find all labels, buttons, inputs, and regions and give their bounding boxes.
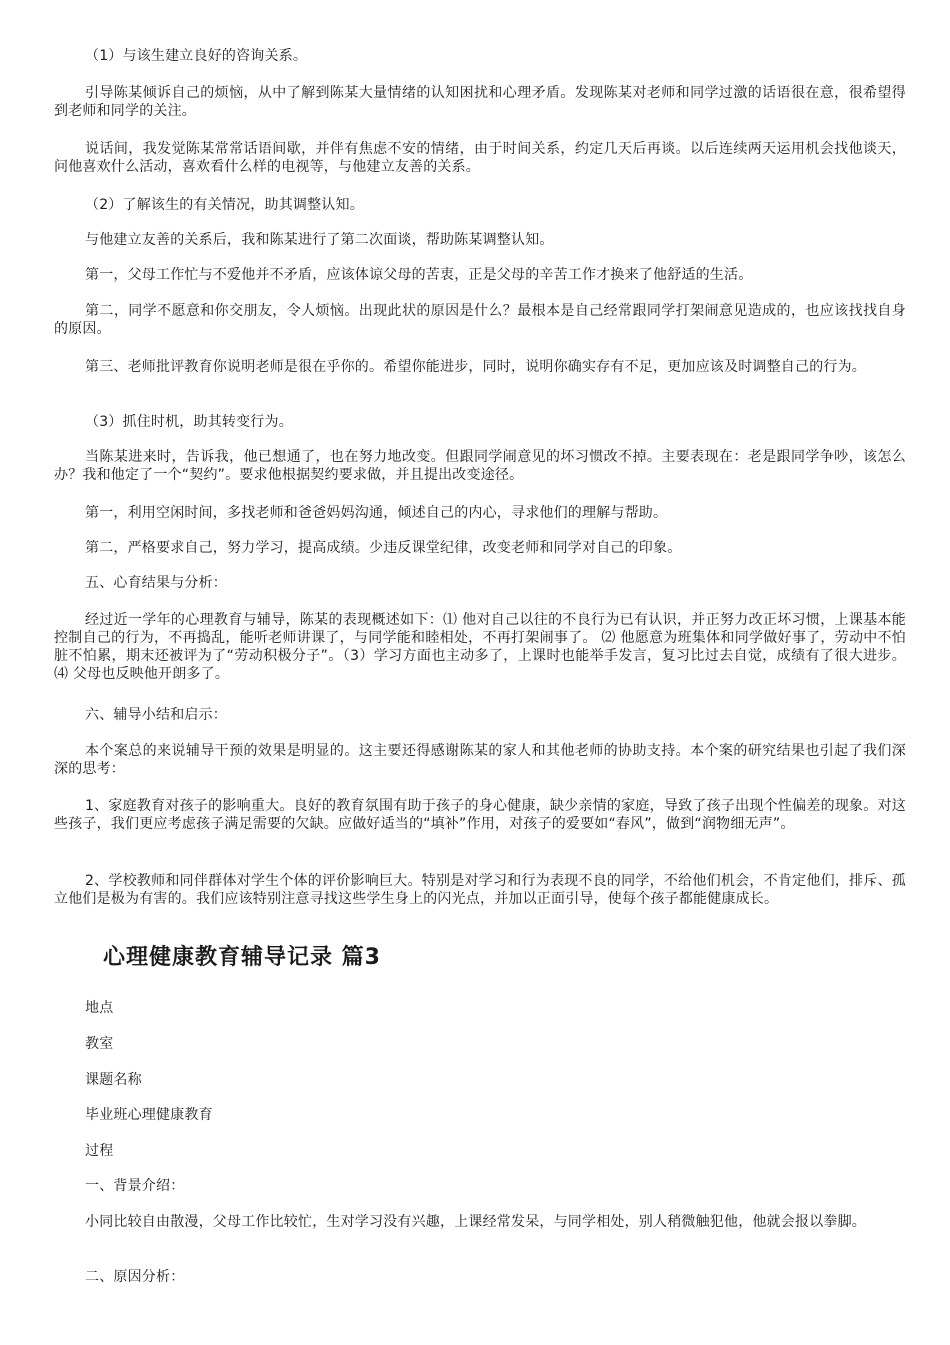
paragraph: （2）了解该生的有关情况，助其调整认知。 [85,197,364,213]
paragraph: 与他建立友善的关系后，我和陈某进行了第二次面谈，帮助陈某调整认知。 [85,232,554,248]
section-heading: 心理健康教育辅导记录 篇3 [103,945,381,970]
paragraph: 经过近一学年的心理教育与辅导，陈某的表现概述如下：⑴ 他对自己以往的不良行为已有认识，并正努力改正坏习惯，上课基本能控制自己的行为，不再捣乱，能听老师讲课了，与同学能和睦相处，不再打架闹事了。 ⑵ 他愿意为班集体和同学做好事了，劳动中不怕脏不怕累，期末还被评为了“劳动积极分子”。（3）学习方面也主动多了，上课时也能举手发言，复习比过去自觉，成绩有了很大进步。 ⑷ 父母也反映他开朗多了。 [54,612,906,682]
paragraph: 地点 [85,1000,114,1016]
paragraph: 小同比较自由散漫，父母工作比较忙，生对学习没有兴趣，上课经常发呆，与同学相处，别人稍微触犯他，他就会报以拳脚。 [85,1214,866,1230]
paragraph: 毕业班心理健康教育 [85,1107,213,1123]
paragraph: 第三、老师批评教育你说明老师是很在乎你的。希望你能进步，同时，说明你确实存有不足，更加应该及时调整自己的行为。 [85,359,866,375]
paragraph: 一、背景介绍： [85,1178,185,1194]
paragraph: 第一，父母工作忙与不爱他并不矛盾，应该体谅父母的苦衷，正是父母的辛苦工作才换来了他舒适的生活。 [85,267,753,283]
paragraph: （1）与该生建立良好的咨询关系。 [85,48,308,64]
paragraph: 2、学校教师和同伴群体对学生个体的评价影响巨大。特别是对学习和行为表现不良的同学，不给他们机会，不肯定他们，排斥、孤立他们是极为有害的。我们应该特别注意寻找这些学生身上的闪光点，并加以正面引导，使每个孩子都能健康成长。 [54,873,906,907]
paragraph: 六、辅导小结和启示： [85,707,227,723]
paragraph: 第一，利用空闲时间，多找老师和爸爸妈妈沟通，倾述自己的内心，寻求他们的理解与帮助。 [85,505,668,521]
paragraph: （3）抓住时机，助其转变行为。 [85,414,293,430]
paragraph: 引导陈某倾诉自己的烦恼，从中了解到陈某大量情绪的认知困扰和心理矛盾。发现陈某对老师和同学过激的话语很在意，很希望得到老师和同学的关注。 [54,85,906,119]
paragraph: 说话间，我发觉陈某常常话语间歇，并伴有焦虑不安的情绪，由于时间关系，约定几天后再谈。以后连续两天运用机会找他谈天，问他喜欢什么活动，喜欢看什么样的电视等，与他建立友善的关系。 [54,141,906,175]
paragraph: 过程 [85,1143,114,1159]
paragraph: 1、家庭教育对孩子的影响重大。良好的教育氛围有助于孩子的身心健康，缺少亲情的家庭，导致了孩子出现个性偏差的现象。对这些孩子，我们更应考虑孩子满足需要的欠缺。应做好适当的“填补”作用，对孩子的爱要如“春风”，做到“润物细无声”。 [54,798,906,832]
paragraph: 本个案总的来说辅导干预的效果是明显的。这主要还得感谢陈某的家人和其他老师的协助支持。本个案的研究结果也引起了我们深深的思考： [54,743,906,777]
paragraph: 二、原因分析： [85,1269,185,1285]
paragraph: 课题名称 [85,1072,142,1088]
paragraph: 第二，同学不愿意和你交朋友，令人烦恼。出现此状的原因是什么？最根本是自己经常跟同学打架闹意见造成的，也应该找找自身的原因。 [54,303,906,337]
paragraph: 教室 [85,1036,114,1052]
paragraph: 当陈某进来时，告诉我，他已想通了，也在努力地改变。但跟同学闹意见的坏习惯改不掉。主要表现在：老是跟同学争吵，该怎么办？我和他定了一个“契约”。要求他根据契约要求做，并且提出改变途径。 [54,449,906,483]
paragraph: 第二，严格要求自己，努力学习，提高成绩。少违反课堂纪律，改变老师和同学对自己的印象。 [85,540,682,556]
paragraph: 五、心育结果与分析： [85,575,227,591]
